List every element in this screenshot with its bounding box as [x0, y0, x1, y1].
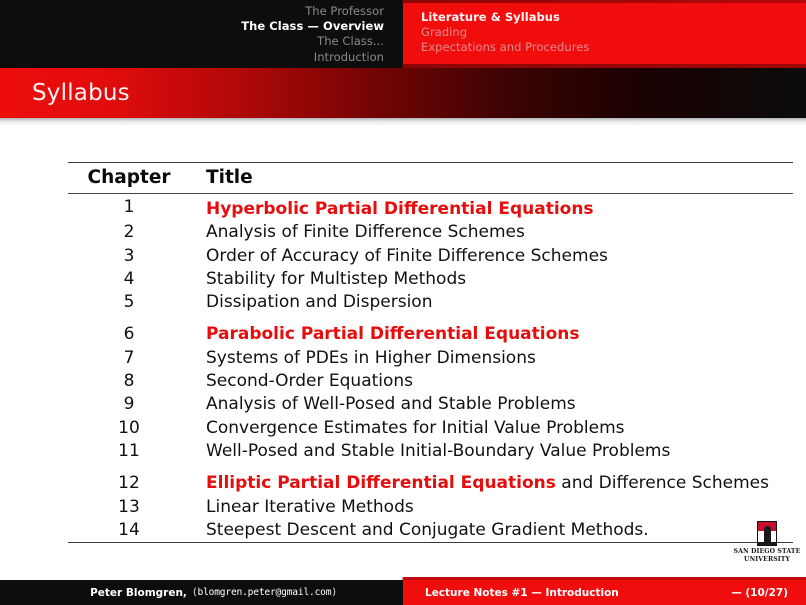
nav-item-expectations-and-procedures[interactable]: Expectations and Procedures	[421, 40, 590, 55]
table-group-gap	[68, 463, 793, 472]
chapter-number: 13	[118, 496, 140, 517]
chapter-number: 7	[123, 347, 135, 368]
crest-bottom-band	[758, 542, 776, 545]
nav-item-the-class[interactable]: The Class...	[317, 34, 384, 49]
table-row[interactable]	[68, 245, 793, 268]
page-title: Syllabus	[32, 80, 130, 106]
table-row[interactable]	[68, 291, 793, 314]
header-navigation	[0, 0, 806, 68]
chapter-title-rest: and Difference Schemes	[555, 473, 769, 494]
nav-item-the-professor[interactable]: The Professor	[305, 4, 384, 18]
slide-body	[0, 127, 806, 540]
footer-page-number: — (10/27)	[731, 586, 788, 599]
nav-item-introduction[interactable]: Introduction	[313, 49, 384, 64]
chapter-title-rest: Systems of PDEs in Higher Dimensions	[206, 347, 536, 368]
chapter-title-rest: Analysis of Finite Difference Schemes	[206, 222, 525, 243]
footer-meta-block	[403, 580, 806, 605]
chapter-title-rest: Dissipation and Dispersion	[206, 292, 433, 313]
footer-author-block	[0, 580, 403, 605]
chapter-title	[184, 268, 793, 291]
footer-author-name: Peter Blomgren,	[90, 586, 187, 599]
chapter-title-rest: Analysis of Well-Posed and Stable Problems	[206, 394, 576, 415]
table-row[interactable]	[68, 519, 793, 543]
chapter-number: 1	[123, 197, 135, 217]
chapter-title-rest: Steepest Descent and Conjugate Gradient Methods.	[206, 519, 649, 540]
table-row[interactable]	[68, 323, 793, 346]
slide-title-bar	[0, 68, 806, 118]
chapter-title-rest: Second-Order Equations	[206, 371, 414, 392]
chapter-number: 14	[118, 519, 140, 540]
nav-item-literature-and-syllabus[interactable]: Literature & Syllabus	[421, 10, 560, 24]
table-row[interactable]	[68, 347, 793, 370]
chapter-title-rest: Convergence Estimates for Initial Value Problems	[206, 417, 625, 438]
table-row[interactable]	[68, 440, 793, 463]
table-rule-bottom	[68, 543, 793, 544]
chapter-title	[184, 417, 793, 440]
chapter-number: 9	[123, 394, 135, 415]
column-header-title: Title	[206, 167, 253, 188]
table-row[interactable]	[68, 194, 793, 221]
header-section-nav	[0, 0, 403, 68]
slide-footer	[0, 580, 806, 605]
chapter-title	[184, 370, 793, 393]
sdsu-logo	[733, 521, 801, 571]
column-header-chapter: Chapter	[87, 167, 171, 188]
table-row[interactable]	[68, 268, 793, 291]
chapter-title	[184, 194, 793, 221]
chapter-title-highlight: Parabolic Partial Differential Equations	[206, 324, 580, 345]
header-top-strip	[0, 0, 806, 3]
sdsu-wordmark	[734, 548, 801, 563]
chapter-title	[184, 221, 793, 244]
table-row[interactable]	[68, 393, 793, 416]
nav-item-grading[interactable]: Grading	[421, 25, 468, 40]
chapter-title	[184, 245, 793, 268]
chapter-number: 11	[118, 440, 140, 461]
chapter-number: 6	[123, 324, 135, 345]
sdsu-crest-icon	[757, 521, 777, 546]
chapter-number: 3	[123, 245, 135, 266]
header-bottom-strip	[0, 64, 806, 68]
table-row[interactable]	[68, 496, 793, 519]
chapter-title-rest: Order of Accuracy of Finite Difference Schemes	[206, 245, 608, 266]
table-row[interactable]	[68, 417, 793, 440]
table-group-gap	[68, 314, 793, 323]
chapter-title-rest: Well-Posed and Stable Initial-Boundary Value Problems	[206, 440, 671, 461]
chapter-title	[184, 496, 793, 519]
nav-item-the-class-overview[interactable]: The Class — Overview	[241, 19, 384, 34]
chapter-number: 10	[118, 417, 140, 438]
chapter-table	[68, 162, 793, 543]
sdsu-wordmark-line2: UNIVERSITY	[744, 555, 790, 563]
chapter-title	[184, 323, 793, 346]
table-header-row	[68, 163, 793, 194]
chapter-number: 8	[123, 371, 135, 392]
table-row[interactable]	[68, 472, 793, 495]
table-row[interactable]	[68, 370, 793, 393]
chapter-number: 4	[123, 268, 135, 289]
chapter-number: 2	[123, 222, 135, 243]
chapter-title	[184, 519, 793, 543]
footer-lecture-note: Lecture Notes #1 — Introduction	[425, 586, 619, 599]
chapter-title-rest: Linear Iterative Methods	[206, 496, 414, 517]
chapter-title	[184, 347, 793, 370]
chapter-title-rest: Stability for Multistep Methods	[206, 268, 467, 289]
chapter-title	[184, 472, 793, 495]
sdsu-wordmark-line1: SAN DIEGO STATE	[733, 548, 801, 555]
title-bar-shadow	[0, 118, 806, 127]
chapter-title	[184, 393, 793, 416]
chapter-title-highlight: Elliptic Partial Differential Equations	[206, 473, 556, 494]
chapter-title-highlight: Hyperbolic Partial Differential Equations	[206, 199, 594, 219]
chapter-title	[184, 440, 793, 463]
table-row[interactable]	[68, 221, 793, 244]
chapter-title	[184, 291, 793, 314]
header-subsection-nav	[403, 0, 806, 68]
chapter-number: 12	[118, 473, 140, 494]
footer-author-email[interactable]: ⟨blomgren.peter@gmail.com⟩	[191, 587, 337, 598]
chapter-number: 5	[123, 292, 135, 313]
